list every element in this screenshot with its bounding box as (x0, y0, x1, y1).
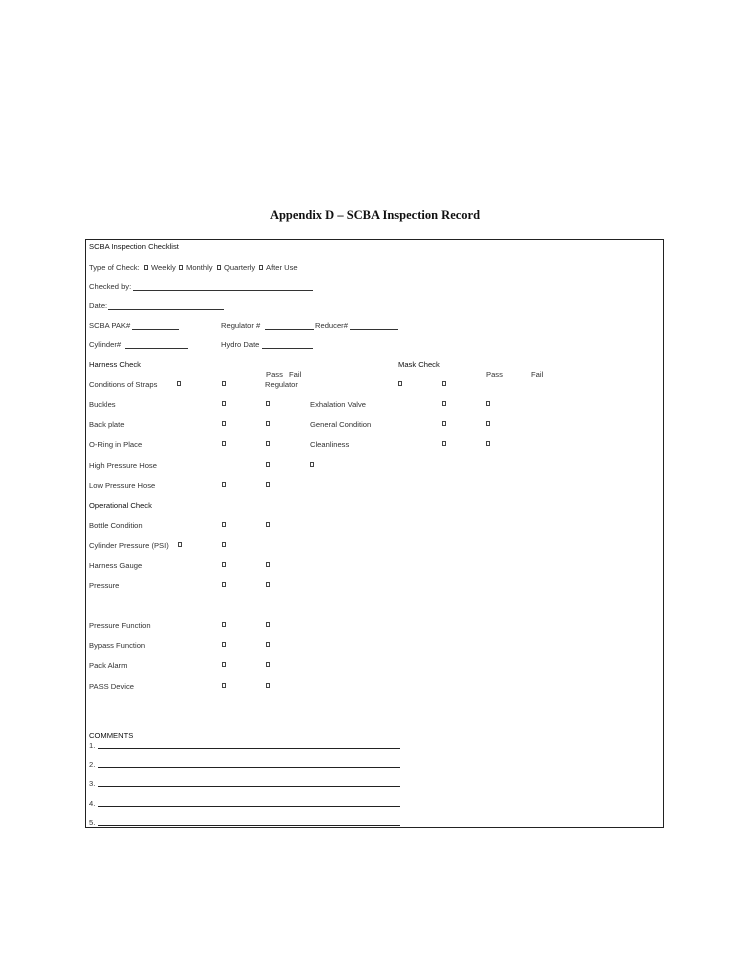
mask-item-general-condition: General Condition (310, 420, 372, 429)
harness-item-high-pressure-hose: High Pressure Hose (89, 461, 157, 470)
mask-item-exhalation-valve: Exhalation Valve (310, 400, 367, 409)
operational-item-harness-gauge: Harness Gauge (89, 561, 143, 570)
pressure-function-fail-checkbox[interactable] (266, 622, 270, 627)
cylinder-pressure-pass-checkbox[interactable] (178, 542, 182, 547)
cleanliness-pass-checkbox[interactable] (442, 441, 446, 446)
operational-item-pack-alarm: Pack Alarm (89, 661, 128, 670)
pass-device-pass-checkbox[interactable] (222, 683, 226, 688)
page-title: Appendix D – SCBA Inspection Record (269, 208, 481, 222)
mask-fail-header: Fail (531, 370, 544, 379)
exhalation-pass-checkbox[interactable] (442, 401, 446, 406)
harness-item-buckles: Buckles (89, 400, 116, 409)
cylinder-pressure-fail-checkbox[interactable] (222, 542, 226, 547)
checklist-heading: SCBA Inspection Checklist (89, 242, 179, 251)
mask-check-heading: Mask Check (398, 360, 440, 369)
back-plate-fail-checkbox[interactable] (266, 421, 270, 426)
low-pressure-hose-fail-checkbox[interactable] (266, 482, 270, 487)
harness-item-straps: Conditions of Straps (89, 380, 158, 389)
harness-gauge-pass-checkbox[interactable] (222, 562, 226, 567)
type-of-check-label: Type of Check: (89, 263, 140, 272)
high-pressure-hose-pass-checkbox[interactable] (266, 462, 270, 467)
harness-fail-header: Fail (289, 370, 302, 379)
harness-item-low-pressure-hose: Low Pressure Hose (89, 481, 156, 490)
harness-pass-header: Pass (266, 370, 283, 379)
harness-check-heading: Harness Check (89, 360, 141, 369)
date-field[interactable] (108, 309, 224, 310)
pass-device-fail-checkbox[interactable] (266, 683, 270, 688)
operational-item-pass-device: PASS Device (89, 682, 135, 691)
hydro-date-label: Hydro Date (221, 340, 260, 349)
o-ring-fail-checkbox[interactable] (266, 441, 270, 446)
checked-by-field[interactable] (133, 290, 313, 291)
pressure-pass-checkbox[interactable] (222, 582, 226, 587)
regulator-number-field[interactable] (265, 329, 314, 330)
straps-pass-checkbox[interactable] (222, 381, 226, 386)
bottle-condition-pass-checkbox[interactable] (222, 522, 226, 527)
straps-checkbox[interactable] (177, 381, 181, 386)
comment-line-1[interactable] (98, 748, 400, 749)
harness-gauge-fail-checkbox[interactable] (266, 562, 270, 567)
regulator-fail-checkbox[interactable] (442, 381, 446, 386)
monthly-label: Monthly (186, 263, 213, 272)
mask-pass-header: Pass (486, 370, 503, 379)
pressure-function-pass-checkbox[interactable] (222, 622, 226, 627)
date-label: Date: (89, 301, 108, 310)
hydro-date-field[interactable] (262, 348, 313, 349)
pack-alarm-pass-checkbox[interactable] (222, 662, 226, 667)
scba-pak-label: SCBA PAK# (89, 321, 131, 330)
operational-item-cylinder-pressure: Cylinder Pressure (PSI) (89, 541, 169, 550)
cleanliness-fail-checkbox[interactable] (486, 441, 490, 446)
monthly-checkbox[interactable] (179, 265, 183, 270)
comment-number-5: 5. (89, 818, 96, 827)
harness-item-back-plate: Back plate (89, 420, 125, 429)
operational-item-pressure: Pressure (89, 581, 120, 590)
reducer-field[interactable] (350, 329, 398, 330)
cylinder-label: Cylinder# (89, 340, 122, 349)
operational-item-bottle-condition: Bottle Condition (89, 521, 143, 530)
scba-pak-field[interactable] (132, 329, 179, 330)
after-use-label: After Use (266, 263, 298, 272)
pack-alarm-fail-checkbox[interactable] (266, 662, 270, 667)
comment-number-1: 1. (89, 741, 96, 750)
bottle-condition-fail-checkbox[interactable] (266, 522, 270, 527)
exhalation-fail-checkbox[interactable] (486, 401, 490, 406)
comment-line-3[interactable] (98, 786, 400, 787)
buckles-pass-checkbox[interactable] (222, 401, 226, 406)
high-pressure-hose-fail-checkbox[interactable] (310, 462, 314, 467)
weekly-checkbox[interactable] (144, 265, 148, 270)
quarterly-label: Quarterly (224, 263, 256, 272)
mask-item-regulator: Regulator (265, 380, 298, 389)
reducer-label: Reducer# (315, 321, 348, 330)
comment-number-4: 4. (89, 799, 96, 808)
bypass-function-pass-checkbox[interactable] (222, 642, 226, 647)
comment-line-5[interactable] (98, 825, 400, 826)
operational-item-bypass-function: Bypass Function (89, 641, 146, 650)
inspection-form (85, 239, 664, 828)
comment-number-3: 3. (89, 779, 96, 788)
back-plate-pass-checkbox[interactable] (222, 421, 226, 426)
comment-line-2[interactable] (98, 767, 400, 768)
low-pressure-hose-pass-checkbox[interactable] (222, 482, 226, 487)
comments-heading: COMMENTS (89, 731, 134, 740)
operational-check-heading: Operational Check (89, 501, 152, 510)
operational-item-pressure-function: Pressure Function (89, 621, 151, 630)
after-use-checkbox[interactable] (259, 265, 263, 270)
regulator-pass-checkbox[interactable] (398, 381, 402, 386)
pressure-fail-checkbox[interactable] (266, 582, 270, 587)
comment-number-2: 2. (89, 760, 96, 769)
general-condition-pass-checkbox[interactable] (442, 421, 446, 426)
cylinder-field[interactable] (125, 348, 188, 349)
buckles-fail-checkbox[interactable] (266, 401, 270, 406)
o-ring-pass-checkbox[interactable] (222, 441, 226, 446)
mask-item-cleanliness: Cleanliness (310, 440, 350, 449)
harness-item-o-ring: O-Ring in Place (89, 440, 143, 449)
weekly-label: Weekly (151, 263, 176, 272)
regulator-number-label: Regulator # (221, 321, 261, 330)
bypass-function-fail-checkbox[interactable] (266, 642, 270, 647)
comment-line-4[interactable] (98, 806, 400, 807)
general-condition-fail-checkbox[interactable] (486, 421, 490, 426)
checked-by-label: Checked by: (89, 282, 132, 291)
quarterly-checkbox[interactable] (217, 265, 221, 270)
